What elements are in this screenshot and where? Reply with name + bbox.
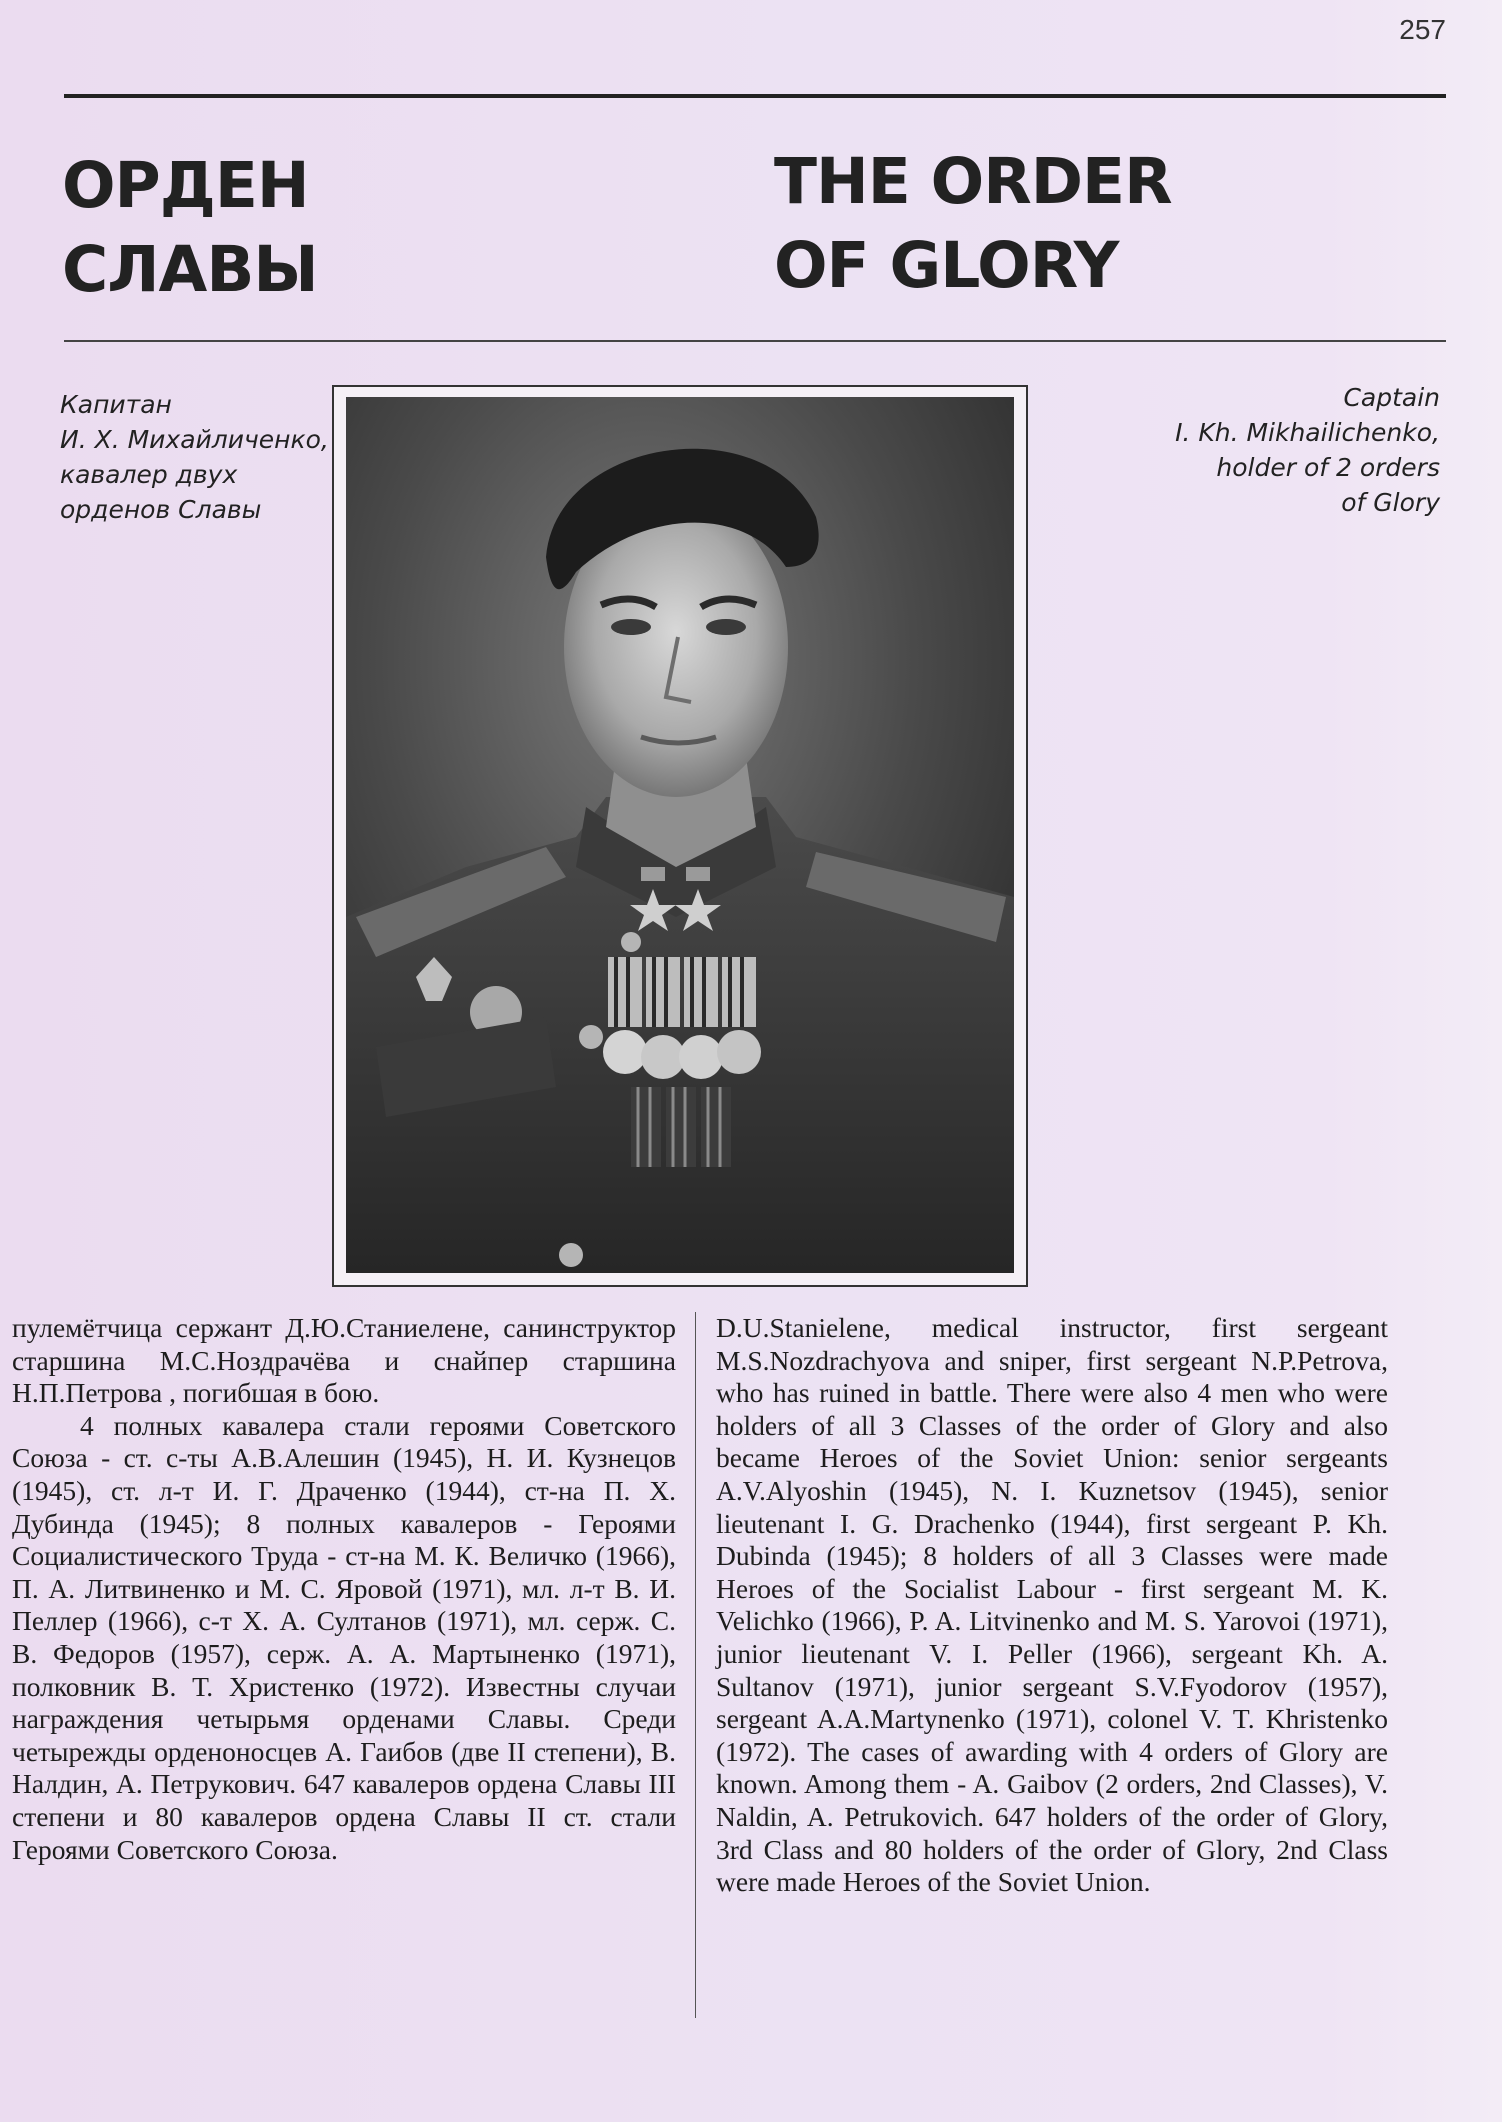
- caption-en-line-4: of Glory: [1341, 488, 1440, 517]
- caption-ru-line-4: орденов Славы: [60, 495, 262, 524]
- photo-caption-english: [1175, 380, 1440, 520]
- title-ru-line-1: ОРДЕН: [62, 149, 309, 222]
- title-bottom-rule: [64, 340, 1446, 342]
- title-en-line-1: THE ORDER: [774, 145, 1172, 218]
- title-russian: [62, 144, 318, 312]
- ru-paragraph-1: пулемётчица сержант Д.Ю.Станиелене, санинструктор старшина М.С.Ноздрачёва и снайпер старшина Н.П.Петрова , погибшая в бою.: [12, 1312, 676, 1409]
- title-ru-line-2: СЛАВЫ: [62, 233, 318, 306]
- top-rule: [64, 94, 1446, 98]
- caption-en-line-3: holder of 2 orders: [1216, 453, 1440, 482]
- caption-ru-line-1: Капитан: [60, 390, 172, 419]
- caption-ru-line-3: кавалер двух: [60, 460, 238, 489]
- page-number: 257: [1399, 14, 1446, 45]
- title-en-line-2: OF GLORY: [774, 229, 1119, 302]
- caption-en-line-2: I. Kh. Mikhailichenko,: [1175, 418, 1440, 447]
- ru-paragraph-2: 4 полных кавалера стали героями Советского Союза - ст. с-ты А.В.Алешин (1945), Н. И. Кузнецов (1945), ст. л-т И. Г. Драченко (1944), ст-на П. Х. Дубинда (1945); 8 полных кавалеров - Героями Социалистического Труда - ст-на М. К. Величко (1966), П. А. Литвиненко и М. С. Яровой (1971), мл. л-т В. И. Пеллер (1966), с-т Х. А. Султанов (1971), мл. серж. С. В. Федоров (1957), серж. А. А. Мартыненко (1971), полковник В. Т. Христенко (1972). Известны случаи награждения четырьмя орденами Славы. Среди четырежды орденоносцев А. Гаибов (две II степени), В. Налдин, А. Петрукович. 647 кавалеров ордена Славы III степени и 80 кавалеров ордена Славы II ст. стали Героями Советского Союза.: [12, 1409, 676, 1865]
- body-text-english: [716, 1312, 1388, 1899]
- portrait-photo: [346, 397, 1014, 1273]
- portrait-photo-frame: [332, 385, 1028, 1287]
- column-divider: [695, 1312, 696, 2018]
- caption-ru-line-2: И. Х. Михайличенко,: [60, 425, 329, 454]
- photo-caption-russian: [60, 387, 329, 527]
- caption-en-line-1: Captain: [1343, 383, 1440, 412]
- body-text-russian: [12, 1312, 676, 1866]
- title-english: [774, 140, 1172, 308]
- en-paragraph-1: D.U.Stanielene, medical instructor, first sergeant M.S.Nozdrachyova and sniper, first sergeant N.P.Petrova, who has ruined in battle. There were also 4 men who were holders of all 3 Classes of the order of Glory and also became Heroes of the Soviet Union: senior sergeants A.V.Alyoshin (1945), N. I. Kuznetsov (1945), senior lieutenant I. G. Drachenko (1944), first sergeant P. Kh. Dubinda (1945); 8 holders of all 3 Classes were made Heroes of the Socialist Labour - first sergeant M. K. Velichko (1966), P. A. Litvinenko and M. S. Yarovoi (1971), junior lieutenant V. I. Peller (1966), sergeant Kh. A. Sultanov (1971), junior sergeant S.V.Fyodorov (1957), sergeant A.A.Martynenko (1971), colonel V. T. Khristenko (1972). The cases of awarding with 4 orders of Glory are known. Among them - A. Gaibov (2 orders, 2nd Classes), V. Naldin, A. Petrukovich. 647 holders of the order of Glory, 3rd Class and 80 holders of the order of Glory, 2nd Class were made Heroes of the Soviet Union.: [716, 1312, 1388, 1898]
- portrait-illustration: [346, 397, 1014, 1273]
